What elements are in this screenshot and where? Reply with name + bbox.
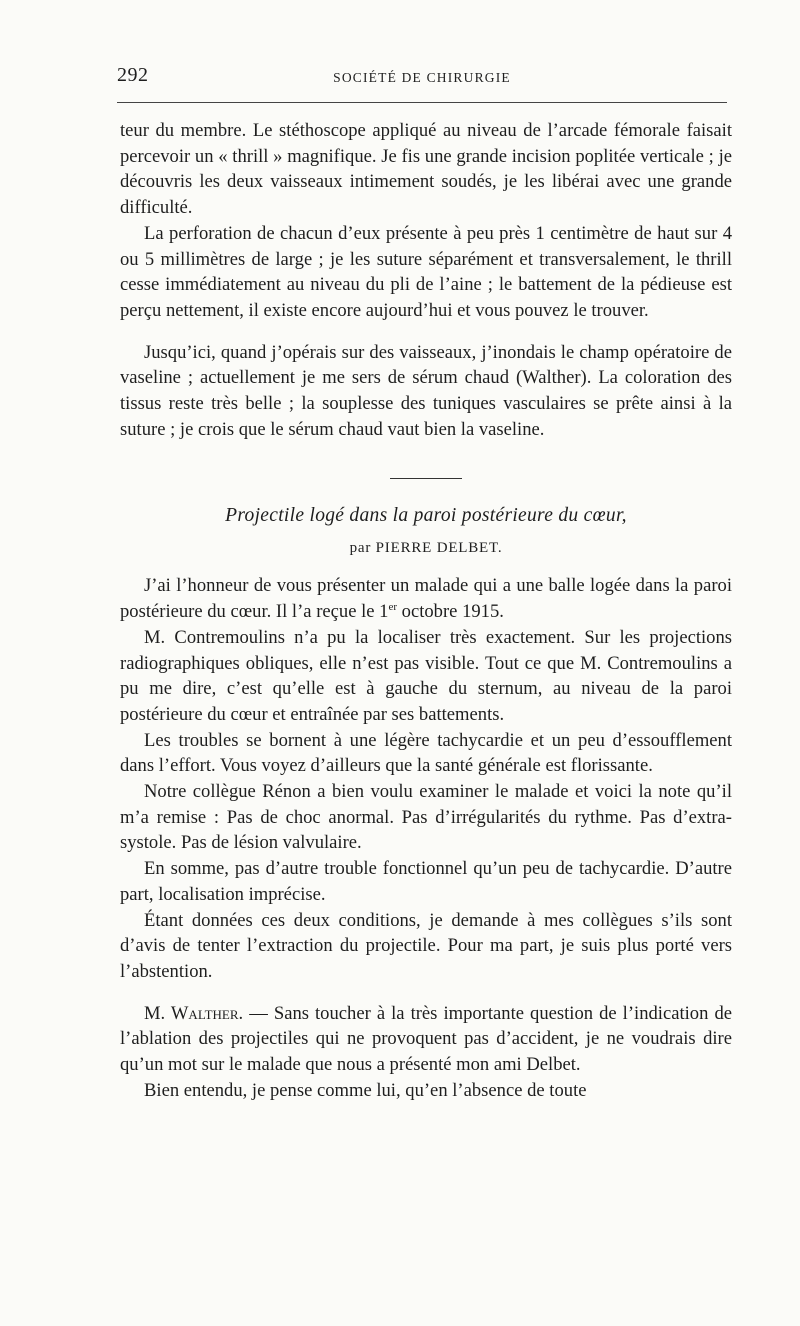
intro-date: octobre 1915. (397, 601, 504, 623)
paragraph-continuation: teur du membre. Le stéthoscope appliqué au niveau de l’arcade fémorale faisait percevoir un « thrill » magnifique. Je fis une grande incision poplitée verticale ; je découvris les deux vaisseaux intimement soudés, je les libérai avec une grande difficulté. (120, 120, 732, 219)
section-divider (390, 478, 462, 479)
paragraph-last: Bien entendu, je pense comme lui, qu’en l’absence de toute (144, 1079, 587, 1101)
paragraph-intro (120, 573, 732, 624)
paragraph-conditions: Étant données ces deux conditions, je demande à mes collègues s’ils sont d’avis de tenter l’extraction du projectile. Pour ma part, je suis plus porté vers l’abstention. (120, 909, 732, 982)
paragraph-somme: En somme, pas d’autre trouble fonctionnel qu’un peu de tachycardie. D’autre part, localisation imprécise. (120, 858, 732, 905)
paragraph-walther (120, 1001, 732, 1078)
paragraph-perforation: La perforation de chacun d’eux présente à peu près 1 centimètre de haut sur 4 ou 5 millimètres de large ; je les suture séparément et transversalement, le thrill cesse immédiatement au niveau du pli de l’aine ; le battement de la pédieuse est perçu nettement, il existe encore aujourd’hui et vous pouvez le trouver. (120, 222, 732, 321)
running-head (117, 62, 727, 92)
paragraph-contremoulins: M. Contremoulins n’a pu la localiser très exactement. Sur les projections radiographiques obliques, elle n’est pas visible. Tout ce que M. Contremoulins a pu me dire, c’est qu’elle est à gauche du sternum, au niveau de la paroi postérieure du cœur et entraînée par ses battements. (120, 626, 732, 725)
running-title: SOCIÉTÉ DE CHIRURGIE (333, 70, 511, 85)
paragraph-renon: Notre collègue Rénon a bien voulu examiner le malade et voici la note qu’il m’a remise : Pas de choc anormal. Pas d’irrégularités du rythme. Pas d’extra-systole. Pas de lésion valvulaire. (120, 781, 732, 854)
body-text (120, 118, 732, 1104)
article-byline: par PIERRE DELBET. (349, 540, 503, 557)
speaker-name: M. Walther. (144, 1002, 244, 1024)
page-number: 292 (117, 64, 149, 86)
paragraph-vaseline: Jusqu’ici, quand j’opérais sur des vaisseaux, j’inondais le champ opératoire de vaseline ; actuellement je me sers de sérum chaud (Walther). La coloration des tissus reste très belle ; la souplesse des tuniques vasculaires se prête ainsi à la suture ; je crois que le sérum chaud vaut bien la vaseline. (120, 341, 732, 440)
paragraph-troubles: Les troubles se bornent à une légère tachycardie et un peu d’essoufflement dans l’effort. Vous voyez d’ailleurs que la santé générale est florissante. (120, 729, 732, 777)
article-title: Projectile logé dans la paroi postérieure du cœur, (225, 505, 627, 527)
walther-remark: — Sans toucher à la très importante question de l’indication de l’ablation des projectiles qui ne provoquent pas d’accident, je ne voudrais dire qu’un mot sur le malade que nous a présenté mon ami Delbet. (120, 1002, 732, 1076)
ordinal-superscript: er (388, 600, 398, 613)
header-rule (117, 102, 727, 103)
intro-text: J’ai l’honneur de vous présenter un malade qui a une balle logée dans la paroi postérieure du cœur. Il l’a reçue le 1 (120, 575, 732, 623)
